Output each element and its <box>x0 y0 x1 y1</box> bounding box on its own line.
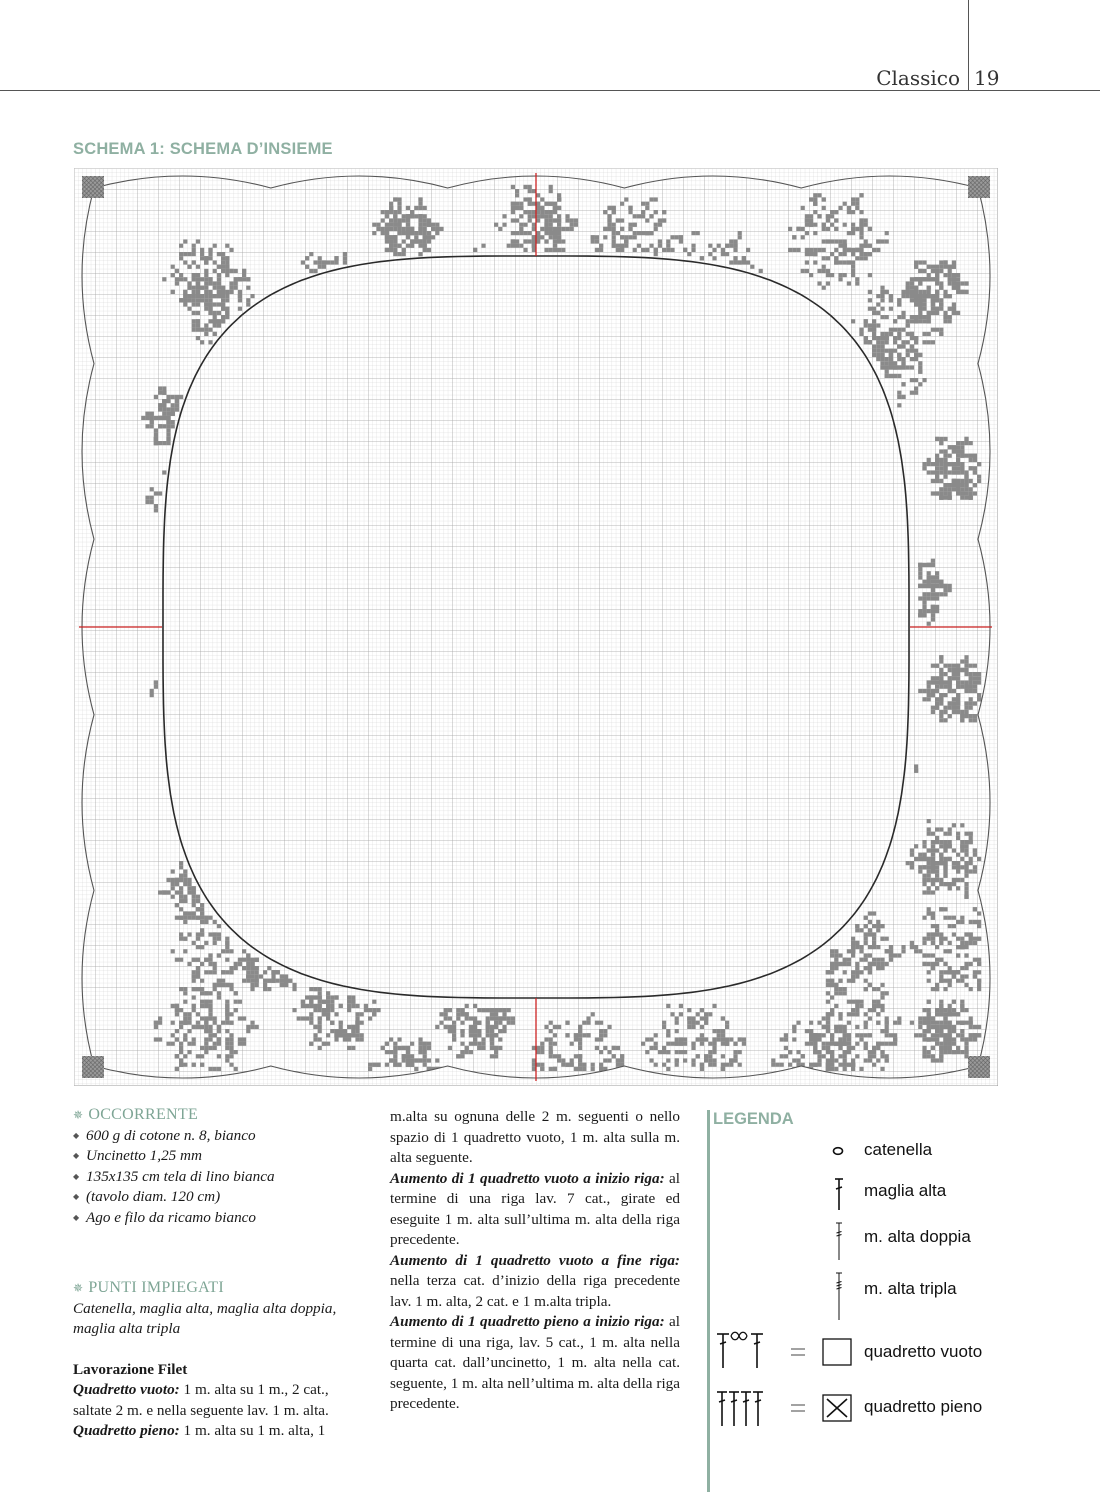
list-item: ◆ 135x135 cm tela di lino bianca <box>73 1167 368 1188</box>
filled-square-icon <box>715 1388 855 1428</box>
corner-filled-block <box>82 1056 104 1078</box>
instruction-paragraph-continued: m.alta su ognuna delle 2 m. seguenti o nello spazio di 1 quadretto vuoto, 1 m. alta sulla m. alta seguente. <box>390 1108 680 1166</box>
instruction-paragraph: Aumento di 1 quadretto pieno a inizio riga: al termine di una riga, lav. 5 cat., 1 m. alta nella quarta cat. dall’uncinetto, 1 m. alta nella cat. seguente, 1 m. alta nell’ultima m. alta della riga precedente. <box>390 1313 680 1412</box>
page-number: 19 <box>974 66 1000 90</box>
corner-filled-block <box>968 176 990 198</box>
legend-label-m-alta-tripla: m. alta tripla <box>864 1279 957 1298</box>
instructions-column <box>390 1107 680 1415</box>
legend-label-quadretto-vuoto: quadretto vuoto <box>864 1342 983 1361</box>
list-item: ◆ Uncinetto 1,25 mm <box>73 1146 368 1167</box>
flower-icon: ✵ <box>73 1108 84 1122</box>
instruction-paragraph: Quadretto pieno: 1 m. alta su 1 m. alta, 1 <box>73 1422 326 1439</box>
chain-oval-icon <box>830 1144 846 1158</box>
double-crochet-icon <box>832 1176 846 1212</box>
lavorazione-title: Lavorazione Filet <box>73 1360 188 1378</box>
list-item: ◆ Ago e filo da ricamo bianco <box>73 1208 368 1229</box>
corner-filled-block <box>82 176 104 198</box>
triple-treble-icon <box>832 1270 846 1322</box>
legend-label-quadretto-pieno: quadretto pieno <box>864 1397 983 1416</box>
legend-label-maglia-alta: maglia alta <box>864 1181 947 1200</box>
corner-filled-block <box>968 1056 990 1078</box>
treble-crochet-icon <box>832 1220 846 1262</box>
list-item-continuation: ◆ (tavolo diam. 120 cm) <box>73 1187 368 1208</box>
schema-title: SCHEMA 1: SCHEMA D’INSIEME <box>73 140 333 158</box>
instruction-paragraph: Quadretto vuoto: 1 m. alta su 1 m., 2 cat., saltate 2 m. e nella seguente lav. 1 m. alta. <box>73 1381 329 1419</box>
legend-title: LEGENDA <box>713 1110 794 1128</box>
header-vertical-rule <box>968 0 969 90</box>
occorrente-heading: ✵ OCCORRENTE <box>73 1106 199 1123</box>
materials-column <box>73 1105 368 1442</box>
header-rule <box>0 90 1100 91</box>
list-item: ◆ 600 g di cotone n. 8, bianco <box>73 1126 368 1147</box>
punti-text: Catenella, maglia alta, maglia alta doppia, maglia alta tripla <box>73 1299 337 1337</box>
header-section-title: Classico <box>876 66 960 90</box>
instruction-paragraph: Aumento di 1 quadretto vuoto a fine riga: nella terza cat. d’inizio della riga precedente lav. 1 m. alta, 2 cat. e 1 m.alta tripla. <box>390 1251 680 1310</box>
legend-accent-bar <box>707 1110 710 1492</box>
filet-chart <box>74 168 998 1086</box>
floral-motif <box>914 764 918 772</box>
punti-heading: ✵ PUNTI IMPIEGATI <box>73 1279 224 1296</box>
legend-label-m-alta-doppia: m. alta doppia <box>864 1227 971 1246</box>
legend-label-catenella: catenella <box>864 1140 933 1159</box>
flower-icon: ✵ <box>73 1281 84 1295</box>
instruction-paragraph: Aumento di 1 quadretto vuoto a inizio riga: al termine di una riga lav. 7 cat., girate ed eseguite 1 m. alta sull’ultima m. alta della riga precedente. <box>390 1169 680 1248</box>
materials-list <box>73 1126 368 1229</box>
empty-square-icon <box>715 1330 855 1370</box>
